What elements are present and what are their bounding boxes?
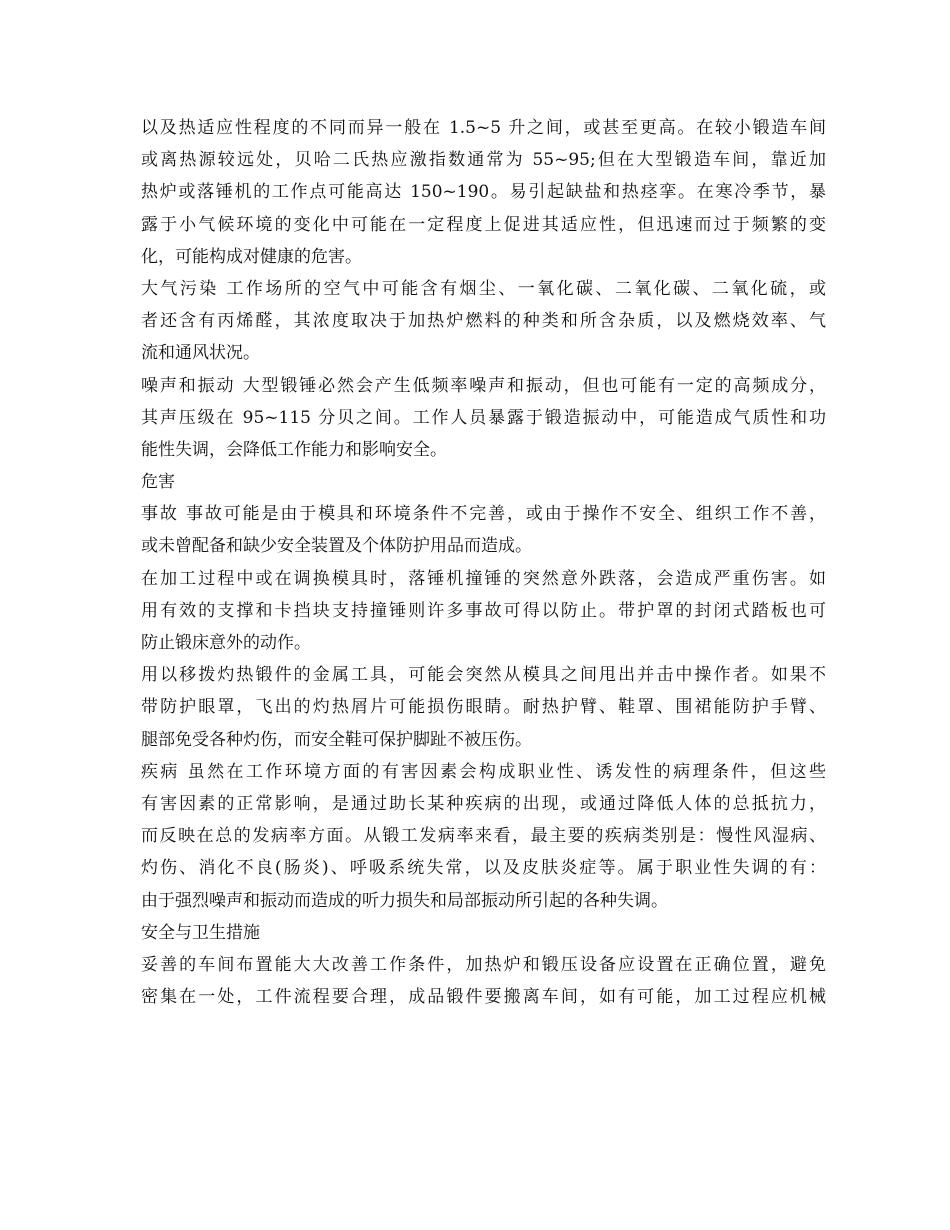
text-line: 有害因素的正常影响，是通过助长某种疾病的出现，或通过降低人体的总抵抗力， [141,793,826,814]
text-line: 能性失调，会降低工作能力和影响安全。 [141,439,447,460]
text-line: 或离热源较远处，贝哈二氏热应激指数通常为 55~95;但在大型锻造车间，靠近加 [141,150,826,171]
text-line: 露于小气候环境的变化中可能在一定程度上促进其适应性，但迅速而过于频繁的变 [141,214,826,235]
text-line: 用有效的支撑和卡挡块支持撞锤则许多事故可得以防止。带护罩的封闭式踏板也可 [141,600,826,621]
text-line: 大气污染 工作场所的空气中可能含有烟尘、一氧化碳、二氧化碳、二氧化硫，或 [141,278,826,299]
text-line: 其声压级在 95~115 分贝之间。工作人员暴露于锻造振动中，可能造成气质性和功 [141,407,826,428]
text-line: 防止锻床意外的动作。 [141,633,311,653]
text-line: 噪声和振动 大型锻锤必然会产生低频率噪声和振动，但也可能有一定的高频成分， [141,375,826,396]
text-line: 密集在一处，工件流程要合理，成品锻件要搬离车间，如有可能，加工过程应机械 [141,987,826,1008]
text-line: 妥善的车间布置能大大改善工作条件，加热炉和锻压设备应设置在正确位置，避免 [141,954,826,975]
text-line: 化，可能构成对健康的危害。 [141,246,362,267]
text-line: 在加工过程中或在调换模具时，落锤机撞锤的突然意外跌落，会造成严重伤害。如 [141,568,826,589]
text-line: 安全与卫生措施 [141,922,260,943]
text-line: 热炉或落锤机的工作点可能高达 150~190。易引起缺盐和热痉挛。在寒冷季节，暴 [141,182,826,203]
text-line: 腿部免受各种灼伤，而安全鞋可保护脚趾不被压伤。 [141,729,532,750]
text-line: 疾病 虽然在工作环境方面的有害因素会构成职业性、诱发性的病理条件，但这些 [141,761,826,782]
text-line: 用以移拨灼热锻件的金属工具，可能会突然从模具之间甩出并击中操作者。如果不 [141,665,826,686]
text-line: 由于强烈噪声和振动而造成的听力损失和局部振动所引起的各种失调。 [141,890,668,911]
text-line: 事故 事故可能是由于模具和环境条件不完善，或由于操作不安全、组织工作不善， [141,504,826,525]
text-line: 流和通风状况。 [141,343,260,364]
text-line: 危害 [141,472,175,493]
text-line: 带防护眼罩，飞出的灼热屑片可能损伤眼睛。耐热护臂、鞋罩、围裙能防护手臂、 [141,697,826,718]
text-line: 而反映在总的发病率方面。从锻工发病率来看，最主要的疾病类别是：慢性风湿病、 [141,826,826,847]
document-body [141,112,826,1013]
text-line: 或未曾配备和缺少安全装置及个体防护用品而造成。 [141,536,532,557]
text-line: 以及热适应性程度的不同而异一般在 1.5~5 升之间，或甚至更高。在较小锻造车间 [141,118,826,138]
text-line: 者还含有丙烯醛，其浓度取决于加热炉燃料的种类和所含杂质，以及燃烧效率、气 [141,311,826,332]
text-line: 灼伤、消化不良(肠炎)、呼吸系统失常，以及皮肤炎症等。属于职业性失调的有： [141,858,826,879]
